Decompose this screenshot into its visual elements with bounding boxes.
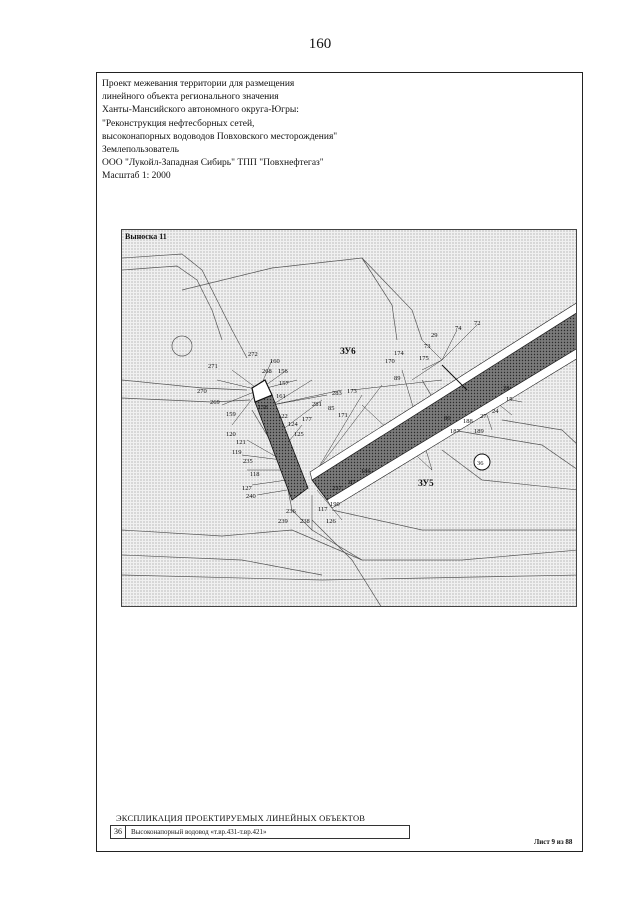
header-line: ООО "Лукойл-Западная Сибирь" ТПП "Повхнефтегаз": [102, 158, 324, 169]
legend-item-text: Высоконапорный водовод «т.вр.431-т.вр.421»: [131, 828, 267, 836]
point-label: 127: [242, 485, 252, 492]
point-label: 158: [258, 404, 268, 411]
point-label: 28: [503, 385, 510, 392]
point-label: 268: [262, 368, 272, 375]
point-label: 160: [270, 358, 280, 365]
map-background: [122, 230, 577, 607]
point-label: 119: [232, 449, 242, 456]
point-label: 236: [286, 508, 296, 515]
point-label: 281: [312, 401, 322, 408]
legend-row: [110, 825, 410, 839]
zone-zu5: [418, 478, 434, 488]
point-label: 170: [385, 358, 395, 365]
legend-item-number: 36: [111, 826, 126, 838]
point-label: 272: [248, 351, 258, 358]
point-label: 174: [394, 350, 404, 357]
map-caption: Выноска 11: [125, 232, 167, 241]
header-line: Ханты-Мансийского автономного округа-Югры:: [102, 105, 299, 116]
point-label: 125: [294, 431, 304, 438]
map-drawing: [122, 230, 577, 607]
header-line: высоконапорных водоводов Повховского месторождения": [102, 131, 338, 142]
point-label: 85: [328, 405, 335, 412]
point-label: 15: [506, 396, 513, 403]
header-line: Землепользователь: [102, 145, 179, 156]
point-label: 270: [197, 388, 207, 395]
point-label: 240: [246, 493, 256, 500]
point-label: 161: [276, 393, 286, 400]
point-label: 156: [278, 368, 288, 375]
project-header: [102, 78, 337, 184]
point-label: 118: [250, 471, 260, 478]
header-line: Масштаб 1: 2000: [102, 171, 171, 182]
point-label: 122: [278, 413, 288, 420]
point-label: 87: [349, 479, 356, 486]
point-label: 175: [419, 355, 429, 362]
header-line: линейного объекта регионального значения: [102, 92, 279, 103]
point-label: 190: [330, 501, 340, 508]
point-label: 187: [450, 428, 460, 435]
point-label: 283: [332, 390, 342, 397]
zone-zu6: [340, 346, 356, 356]
object-marker-label: 36: [477, 460, 484, 467]
point-label: 157: [279, 380, 289, 387]
map-panel: [121, 229, 577, 607]
point-label: 121: [236, 439, 246, 446]
point-label: 239: [278, 518, 288, 525]
zone-label-zu5: ЗУ5: [418, 478, 434, 488]
zone-label-zu6: ЗУ6: [340, 346, 356, 356]
point-label: 173: [347, 388, 357, 395]
point-label: 27: [480, 413, 487, 420]
point-label: 269: [210, 399, 220, 406]
point-label: 86: [444, 415, 451, 422]
header-line: "Реконструкция нефтесборных сетей,: [102, 118, 255, 129]
point-label: 188: [463, 418, 473, 425]
point-label: 189: [474, 428, 484, 435]
point-label: 186: [361, 468, 371, 475]
point-label: 124: [288, 421, 298, 428]
point-label: 171: [338, 412, 348, 419]
point-label: 72: [474, 320, 481, 327]
page-number: 160: [308, 36, 332, 52]
point-label: 120: [226, 431, 236, 438]
point-label: 271: [208, 363, 218, 370]
legend-title: ЭКСПЛИКАЦИЯ ПРОЕКТИРУЕМЫХ ЛИНЕЙНЫХ ОБЪЕКТОВ: [116, 813, 366, 823]
point-label: 177: [302, 416, 312, 423]
header-line: Проект межевания территории для размещения: [102, 79, 295, 89]
point-label: 237: [332, 485, 342, 492]
point-label: 235: [243, 458, 253, 465]
point-label: 126: [326, 518, 336, 525]
point-label: 24: [492, 408, 499, 415]
point-label: 238: [300, 518, 310, 525]
point-label: 29: [431, 332, 438, 339]
point-label: 89: [394, 375, 401, 382]
point-label: 73: [424, 343, 431, 350]
object-marker-36: [474, 454, 490, 470]
point-label: 159: [226, 411, 236, 418]
sheet-label: Лист 9 из 88: [534, 838, 573, 846]
point-label: 74: [455, 325, 462, 332]
point-label: 117: [318, 506, 328, 513]
